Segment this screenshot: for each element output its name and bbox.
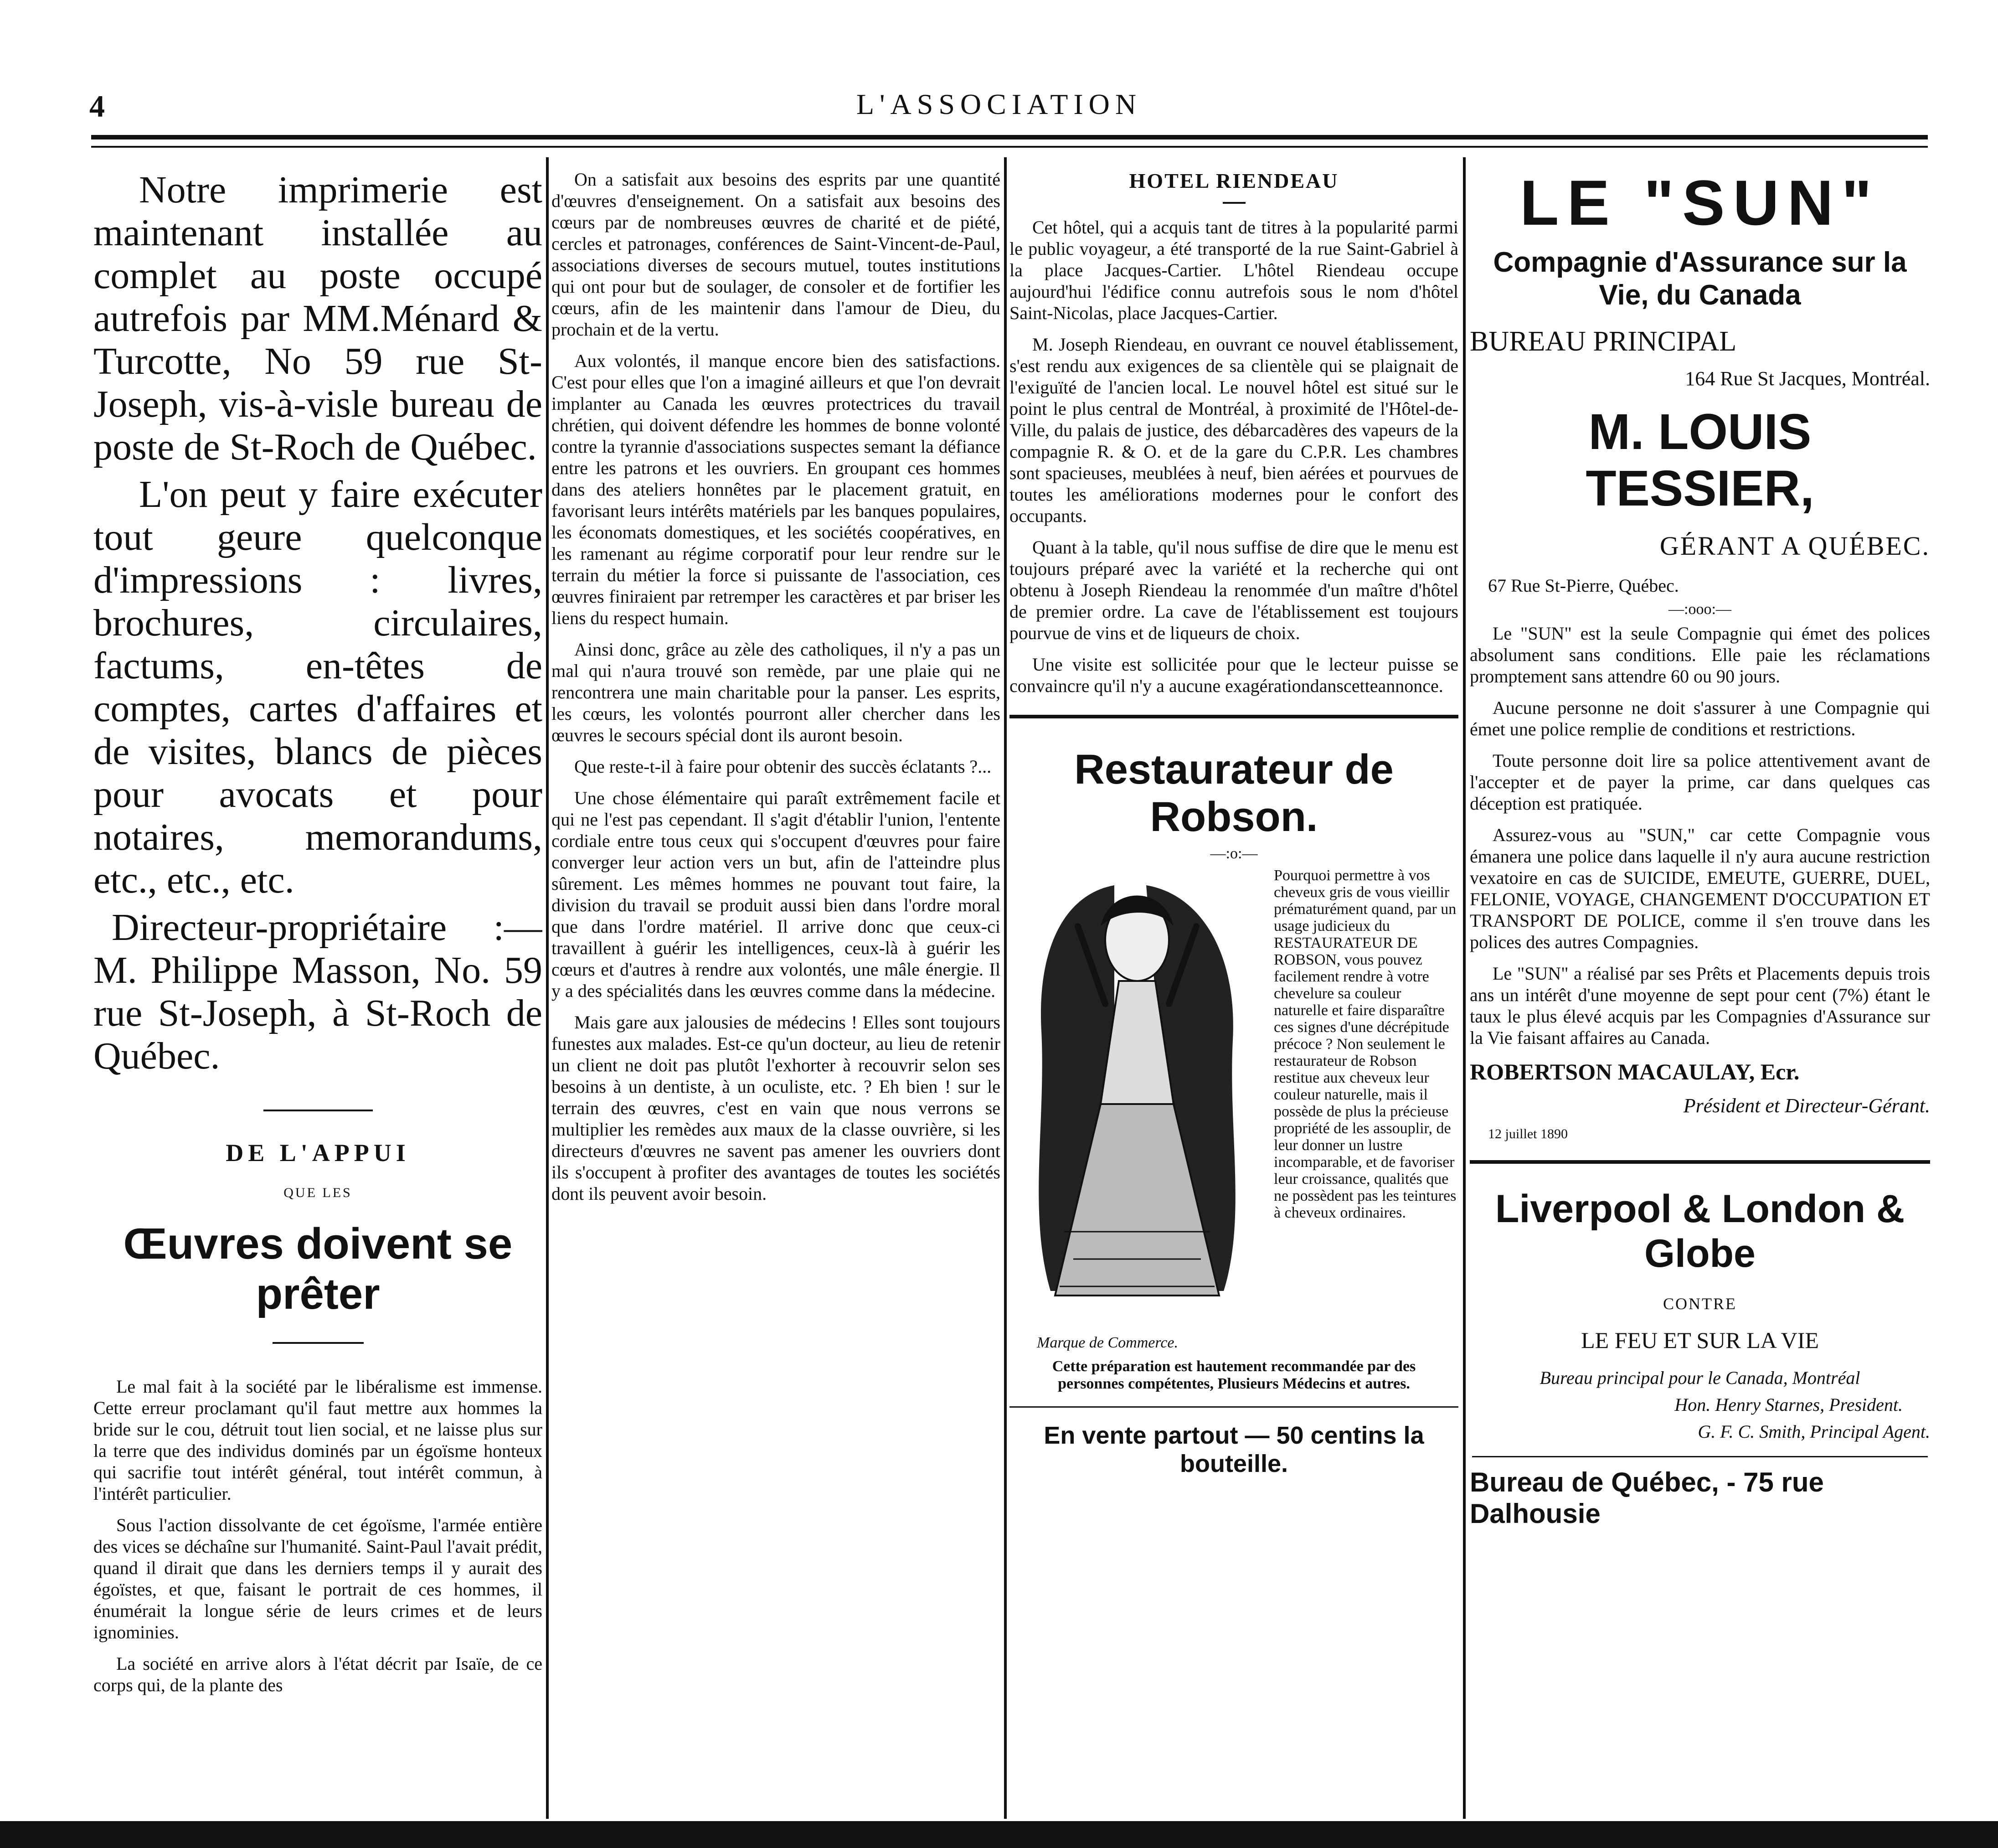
restaurateur-price: En vente partout — 50 centins la bouteille.	[1044, 1422, 1424, 1477]
masthead-title: L'ASSOCIATION	[856, 88, 1142, 120]
column-2	[551, 169, 1000, 1819]
section-rule	[1470, 1160, 1930, 1164]
restaurateur-title: Restaurateur de Robson.	[1074, 746, 1394, 840]
article-paragraph: Le mal fait à la société par le libéralisme est immense. Cette erreur proclamant qu'il faut mettre aux hommes la bride sur le cou, détruit tout lien social, et ne laisse plus sur la terre que des individus dominés par un égoïsme honteux qui sacrifie tout intérêt général, tout intérêt commun, à l'intérêt particulier.	[93, 1376, 542, 1504]
sun-signature-role: Président et Directeur-Gérant.	[1683, 1094, 1930, 1117]
ornament-rule	[263, 1110, 373, 1111]
article-paragraph: Une chose élémentaire qui paraît extrêmement facile et qui ne l'est pas cependant. Il s'agit d'établir l'union, l'entente cordiale entre tous ceux qui s'occupent d'œuvres pour faire converger leur action vers un but, afin de l'atteindre plus sûrement. Les mêmes hommes ne pouvant tout faire, la division du travail se produit aussi bien dans l'ordre moral que dans l'ordre matériel. Il arrive donc que ceux-ci travaillent à guérir les intelligences, ceux-là à guérir les cœurs et d'autres à rendre aux volontés, une mâle énergie. Il y a des spécialités dans les œuvres comme dans la médecine.	[551, 788, 1000, 1001]
liverpool-bureau: Bureau principal pour le Canada, Montréal	[1540, 1368, 1860, 1388]
ornament-rule	[273, 1342, 364, 1344]
column-divider	[1004, 157, 1007, 1819]
printing-notice-p3: Directeur-propriétaire :— M. Philippe Masson, No. 59 rue St-Joseph, à St-Roch de Québec.	[93, 906, 542, 1077]
page-number: 4	[89, 89, 105, 124]
hotel-paragraph: Quant à la table, qu'il nous suffise de dire que le menu est toujours préparé avec la variété et la recherche qui ont obtenu à Joseph Riendeau la renommée d'un maître d'hôtel de premier ordre. La cave de l'établissement est toujours pourvue de vins et de liqueurs de choix.	[1009, 537, 1458, 643]
article-paragraph: Mais gare aux jalousies de médecins ! Elles sont toujours funestes aux malades. Est-ce qu'un docteur, au lieu de retenir un client ne doit pas plutôt l'exhorter à recouvrir selon ses besoins à un dentiste, à un oculiste, etc. ? Eh bien ! sur le terrain des œuvres, c'est en vain que nous verrons se multiplier les remèdes aux maux de la classe ouvrière, si les directeurs d'œuvres ne savent pas amener les ouvriers dont ils s'occupent à profiter des avantages de toutes les sociétés dont ils peuvent avoir besoin.	[551, 1012, 1000, 1204]
liverpool-contre: CONTRE	[1663, 1295, 1737, 1313]
restaurateur-note: Cette préparation est hautement recommandée par des personnes compétentes, Plusieurs Médecins et autres.	[1052, 1358, 1416, 1392]
ornament-rule	[1223, 202, 1246, 204]
hotel-paragraph: Cet hôtel, qui a acquis tant de titres à la popularité parmi le public voyageur, a été transporté de la rue Saint-Gabriel à la place Jacques-Cartier. L'hôtel Riendeau occupe aujourd'hui l'édifice connu autrefois sous le nom d'hôtel Saint-Nicolas, place Jacques-Cartier.	[1009, 217, 1458, 323]
column-1	[93, 169, 542, 1819]
article-paragraph: Ainsi donc, grâce au zèle des catholiques, il n'y a pas un mal qui n'aura trouvé son remède, par une plaie qui ne rencontrera une main charitable pour la panser. Les esprits, les cœurs, les volontés pourront aller chercher dans les œuvres le secours spécial dont ils auront besoin.	[551, 639, 1000, 745]
printing-notice-p2: L'on peut y faire exécuter tout geure quelconque d'impressions : livres, brochures, circulaires, factums, en-têtes de comptes, cartes d'affaires et de visites, blancs de pièces pour avocats et pour notaires, memorandums, etc., etc., etc.	[93, 473, 542, 901]
section-subtitle: QUE LES	[283, 1185, 352, 1200]
column-divider	[1463, 157, 1466, 1819]
header-rule-thick	[91, 135, 1928, 139]
header-rule-thin	[91, 146, 1928, 148]
liverpool-president: Hon. Henry Starnes, President.	[1674, 1394, 1903, 1415]
sun-paragraph: Le "SUN" a réalisé par ses Prêts et Placements depuis trois ans un intérêt d'une moyenne de sept pour cent (7%) étant le taux le plus élevé acquis par les Compagnies d'Assurance sur la Vie faisant affaires au Canada.	[1470, 963, 1930, 1048]
hotel-title: HOTEL RIENDEAU	[1129, 169, 1339, 192]
page-header	[0, 82, 1998, 132]
sun-manager-address: 67 Rue St-Pierre, Québec.	[1488, 575, 1679, 596]
sun-paragraph: Le "SUN" est la seule Compagnie qui émet des polices absolument sans conditions. Elle paie les réclamations promptement sans attendre 60 ou 90 jours.	[1470, 623, 1930, 687]
article-paragraph: On a satisfait aux besoins des esprits par une quantité d'œuvres d'enseignement. On a satisfait aux besoins des cœurs par de nombreuses œuvres de charité et de piété, cercles et patronages, conférences de Saint-Vincent-de-Paul, associations diverses de secours mutuel, toutes institutions qui ont pour but de soulager, de consoler et de fortifier les cœurs, afin de les maintenir dans l'amour de Dieu, du prochain et de la vertu.	[551, 169, 1000, 340]
article-paragraph: Que reste-t-il à faire pour obtenir des succès éclatants ?...	[574, 756, 992, 777]
liverpool-title: Liverpool & London & Globe	[1495, 1187, 1905, 1275]
sun-paragraph: Toute personne doit lire sa police attentivement avant de l'accepter et de payer la prime, car dans quelques cas déception est pratiquée.	[1470, 750, 1930, 814]
liverpool-feu: LE FEU ET SUR LA VIE	[1581, 1327, 1819, 1353]
sun-manager-role: GÉRANT A QUÉBEC.	[1659, 531, 1930, 561]
sun-signature: ROBERTSON MACAULAY, Ecr.	[1470, 1059, 1800, 1084]
liverpool-quebec: Bureau de Québec, - 75 rue Dalhousie	[1470, 1467, 1824, 1529]
restaurateur-description: Pourquoi permettre à vos cheveux gris de vous vieillir prématurément quand, par un usage judicieux du RESTAURATEUR DE ROBSON, vous pouvez facilement rendre à votre chevelure sa couleur naturelle et faire disparaître ces signes d'une décrépitude précoce ? Non seulement le restaurateur de Robson restitue aux cheveux leur couleur naturelle, mais il possède de plus la précieuse propriété de les assouplir, de leur donner un lustre incomparable, et de favoriser leur croissance, qualités que ne possèdent pas les teintures à cheveux ordinaires.	[1274, 867, 1457, 1221]
trademark-caption: Marque de Commerce.	[1037, 1334, 1179, 1351]
ornament: —:ooo:—	[1668, 601, 1731, 618]
article-paragraph: La société en arrive alors à l'état décrit par Isaïe, de ce corps qui, de la plante des	[93, 1653, 542, 1695]
hotel-paragraph: Une visite est sollicitée pour que le lecteur puisse se convaincre qu'il n'y a aucune exagérationdanscetteannonce.	[1009, 654, 1458, 696]
column-divider	[546, 157, 549, 1819]
article-paragraph: Sous l'action dissolvante de cet égoïsme, l'armée entière des vices se déchaîne sur l'humanité. Saint-Paul l'avait prédit, quand il dirait que dans les derniers temps il y aurait des égoïstes, et que, faisant le portrait de ces hommes, il énumérait la longue série de leurs crimes et de leurs ignominies.	[93, 1515, 542, 1642]
sun-paragraph: Aucune personne ne doit s'assurer à une Compagnie qui émet une police remplie de conditions et restrictions.	[1470, 697, 1930, 739]
section-rule	[1472, 1456, 1928, 1457]
scan-bottom-edge	[0, 1821, 1998, 1848]
sun-title: LE "SUN"	[1519, 169, 1880, 238]
section-title: DE L'APPUI	[226, 1139, 410, 1167]
sun-company: Compagnie d'Assurance sur la Vie, du Canada	[1493, 247, 1907, 311]
sun-bureau: BUREAU PRINCIPAL	[1470, 326, 1737, 357]
sun-paragraph: Assurez-vous au "SUN," car cette Compagnie vous émanera une police dans laquelle il n'y aura aucune restriction vexatoire en cas de SUICIDE, EMEUTE, GUERRE, DUEL, FELONIE, VOYAGE, CHANGEMENT D'OCCUPATION ET TRANSPORT DE POLICE, comme il s'en trouve dans les polices des autres Compagnies.	[1470, 825, 1930, 952]
printing-notice-p1: Notre imprimerie est maintenant installée au complet au poste occupé autrefois par MM.Ménard & Turcotte, No 59 rue St-Joseph, vis-à-visle bureau de poste de St-Roch de Québec.	[93, 169, 542, 468]
section-rule	[1009, 1406, 1458, 1408]
ornament: —:o:—	[1210, 845, 1258, 862]
hotel-paragraph: M. Joseph Riendeau, en ouvrant ce nouvel établissement, s'est rendu aux exigences de sa clientèle qui se plaignait de l'exiguïté de l'ancien local. Le nouvel hôtel est situé sur le point le plus central de Montréal, à proximité de l'Hôtel-de-Ville, du palais de justice, des débarcadères des vapeurs de la compagnie R. & O. et de la gare du C.P.R. Les chambres sont spacieuses, meublées à neuf, bien aérées et pourvues de toutes les améliorations modernes pour le confort des occupants.	[1009, 334, 1458, 526]
section-rule	[1009, 715, 1458, 718]
sun-date: 12 juillet 1890	[1488, 1126, 1568, 1141]
section-headline: Œuvres doivent se prêter	[123, 1219, 513, 1318]
sun-manager: M. LOUIS TESSIER,	[1586, 404, 1814, 516]
sun-address: 164 Rue St Jacques, Montréal.	[1685, 367, 1930, 390]
liverpool-agent: G. F. C. Smith, Principal Agent.	[1698, 1421, 1930, 1442]
column-3	[1009, 169, 1458, 1819]
restaurateur-ad-body	[1009, 867, 1458, 1332]
article-paragraph: Aux volontés, il manque encore bien des satisfactions. C'est pour elles que l'on a imaginé ailleurs et que l'on devrait implanter au Canada les œuvres protectrices du travail chrétien, qui doivent défendre les hommes de bonne volonté contre la tyrannie d'associations suspectes semant la défiance entre les patrons et les ouvriers. En groupant ces hommes dans des ateliers honnêtes par le placement gratuit, en favorisant leurs intérêts matériels par les banques populaires, les économats domestiques, et les sociétés coopératives, en les ramenant au régime corporatif pour leur rendre sur le terrain du métier la force si puissante de l'association, ces œuvres finiraient par retremper les caractères et par briser les liens du respect humain.	[551, 351, 1000, 628]
woman-long-hair-illustration	[1009, 867, 1265, 1327]
column-4	[1470, 169, 1930, 1819]
